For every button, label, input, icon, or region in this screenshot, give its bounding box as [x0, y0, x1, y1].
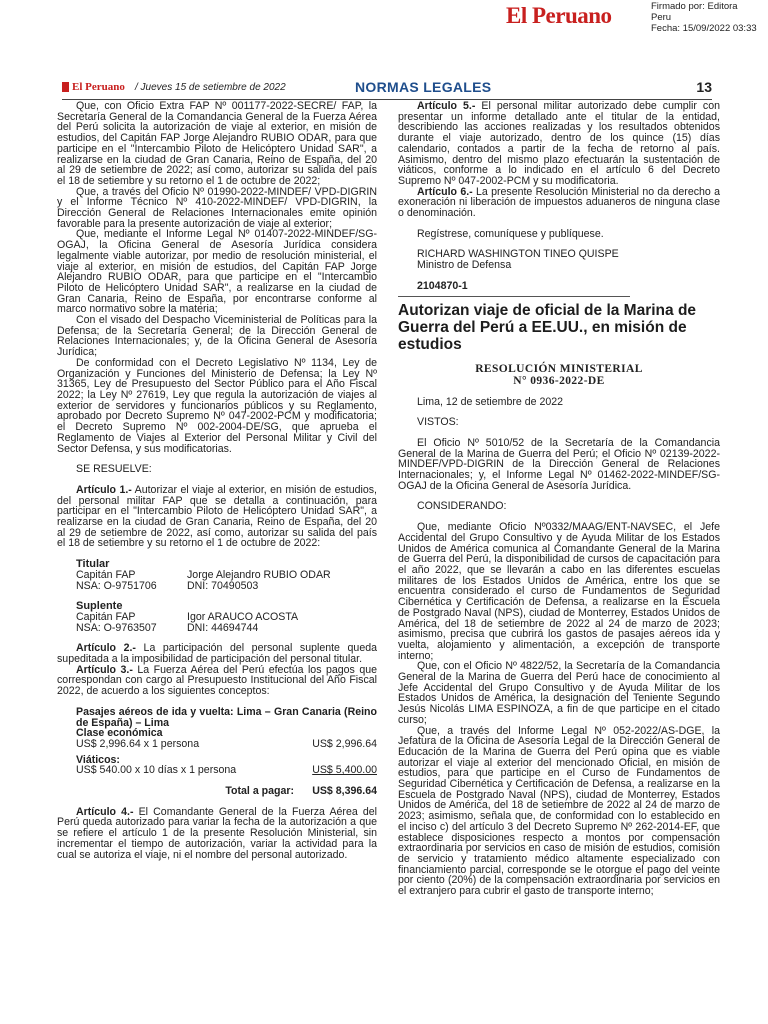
header-paper-name: El Peruano — [72, 81, 125, 93]
dni: DNI: 44694744 — [187, 621, 259, 634]
titular-rank-row — [57, 570, 377, 581]
article-1 — [57, 485, 377, 549]
article-2 — [57, 643, 377, 664]
right-column — [398, 101, 720, 897]
paragraph: Que, mediante Oficio Nº0332/MAAG/ENT-NAVSEC, el Jefe Accidental del Grupo Consultivo y de Ayuda Militar de los Estados Unidos de América comunica al Comandante General de la Marina de Guerra del Perú, la disponibilidad de cursos de capacitación para el año 2022, que se llevarán a cabo en las diferentes escuelas militares de los Estados Unidos de América, entre los que se encuentra considerado el curso de Fundamentos de Seguridad Cibernética y Certificación de Defensa, a realizarse en la Escuela de Postgrado Naval (NPS), ciudad de Monterrey, Estados Unidos de América, del 18 de setiembre de 2022 al 24 de marzo de 2023; asimismo, precisa que cubrirá los gastos de pasajes aéreos ida y vuelta, alojamiento y alimentación, a excepción de transporte interno; — [398, 521, 720, 662]
paragraph: Que, mediante el Informe Legal Nº 01407-2022-MINDEF/SG-OGAJ, la Oficina General de Asesoría Jurídica considera legalmente viable autorizar, por medio de resolución ministerial, el viaje al exterior, en misión de estudios, del Capitán FAP Jorge Alejandro RUBIO ODAR, para que participe en el "Intercambio Piloto de Helicóptero Unidad SAR", a realizarse en la ciudad de Gran Canaria, Reino de España, por encontrarse conforme al marco normativo sobre la materia; — [57, 228, 377, 316]
signature-line: Firmado por: Editora — [651, 1, 738, 12]
person-name: Jorge Alejandro RUBIO ODAR — [187, 568, 331, 581]
resolution-heading: RESOLUCIÓN MINISTERIAL — [475, 362, 643, 375]
nsa: NSA: O-9763507 — [76, 621, 157, 634]
nsa: NSA: O-9751706 — [76, 579, 157, 592]
viaticos-heading: Viáticos: — [76, 753, 120, 766]
paragraph: De conformidad con el Decreto Legislativo Nº 1134, Ley de Organización y Funciones del Ministerio de Defensa; la Ley Nº 31365, Ley de Presupuesto del Sector Público para el Año Fiscal 2022; la Ley Nº 27619, Ley que regula la autorización de viajes al exterior de servidores y funcionarios públicos y su Reglamento, aprobado por Decreto Supremo Nº 047-2002-PCM y modificatoria; el Decreto Supremo Nº 002-2004-DE/SG, que aprueba el Reglamento de Viajes al Exterior del Personal Militar y Civil del Sector Defensa, y sus modificatorias. — [57, 356, 377, 455]
digital-signature — [651, 1, 757, 34]
paragraph: Que, con Oficio Extra FAP Nº 001177-2022-SECRE/ FAP, la Secretaría General de la Comandancia General de la Fuerza Aérea del Perú solicita la autorización de viaje al exterior, en misión de estudios, del Capitán FAP Jorge Alejandro RUBIO ODAR, para que participe en el "Intercambio Piloto de Helicóptero Unidad SAR", a realizarse en la ciudad de Gran Canaria, Reino de España, del 20 al 29 de setiembre de 2022; así como, autorizar su salida del país el 18 de setiembre y su retorno el 1 de octubre de 2022; — [57, 100, 377, 187]
cost-amount: US$ 5,400.00 — [312, 764, 377, 777]
article-text: El Comandante General de la Fuerza Aérea del Perú queda autorizado para variar la fecha de la autorización a que se refiere el artículo 1 de la presente Resolución Ministerial, sin incrementar el tiempo de autorización, variar la actividad para la cual se autoriza el viaje, ni el nombre del personal autorizado. — [57, 805, 377, 861]
cost-amount: US$ 2,996.64 — [312, 737, 377, 750]
total-row — [76, 786, 377, 797]
header-date: / Jueves 15 de setiembre de 2022 — [135, 82, 286, 93]
article-title: Autorizan viaje de oficial de la Marina de Guerra del Perú a EE.UU., en misión de estudios — [398, 301, 697, 353]
article-text: El personal militar autorizado debe cumplir con presentar un informe detallado ante el titular de la entidad, describiendo las acciones realizadas y los resultados obtenidos durante el viaje autorizado, dentro de los quince (15) días calendario, contados a partir de la fecha de retorno al país. Asimismo, dentro del mismo plazo efectuarán la sustentación de viáticos, conforme a lo indicado en el artículo 6 del Decreto Supremo Nº 047-2002-PCM y su modificatoria. — [398, 100, 720, 187]
rank: Capitán FAP — [76, 610, 136, 623]
page-number: 13 — [696, 79, 712, 95]
article-5 — [398, 101, 720, 187]
article-label: Artículo 5.- — [417, 100, 476, 112]
article-6 — [398, 187, 720, 219]
resolution-number: N° 0936-2022-DE — [513, 374, 605, 387]
article-label: Artículo 2.- — [76, 642, 136, 655]
total-amount: US$ 8,396.64 — [312, 785, 377, 798]
cost-calc: US$ 540.00 x 10 días x 1 persona — [76, 764, 237, 777]
article-label: Artículo 1.- — [76, 483, 132, 496]
article-label: Artículo 3.- — [76, 663, 133, 676]
signer-title: Ministro de Defensa — [417, 259, 512, 272]
article-text: La participación del personal suplente queda supeditada a la imposibilidad de participación del personal titular. — [57, 642, 377, 666]
paragraph: El Oficio Nº 5010/52 de la Secretaría de la Comandancia General de la Marina de Guerra del Perú; el Oficio Nº 02139-2022-MINDEF/VPD-DIGRIN de la Dirección General de Relaciones Internacionales; y, el Informe Legal Nº 01462-2022-MINDEF/SG-OGAJ de la Oficina General de Asesoría Jurídica. — [398, 436, 720, 492]
clase-label: Clase económica — [76, 727, 163, 740]
article-text: La Fuerza Aérea del Perú efectúa los pagos que correspondan con cargo al Presupuesto Institucional del Año Fiscal 2022, de acuerdo a los siguientes conceptos: — [57, 663, 378, 698]
article-label: Artículo 6.- — [417, 185, 473, 198]
total-label: Total a pagar: — [225, 785, 295, 798]
dni: DNI: 70490503 — [187, 579, 259, 592]
cost-calc: US$ 2,996.64 x 1 persona — [76, 737, 200, 750]
suplente-id-row — [57, 623, 377, 634]
signature-line: Peru — [651, 12, 672, 23]
paragraph: Que, a través del Oficio Nº 01990-2022-MINDEF/ VPD-DIGRIN y el Informe Técnico Nº 410-2022-MINDEF/ VPD-DIGRIN, la Dirección General de Relaciones Internacionales emite opinión favorable para la presente autorización de viaje al exterior; — [57, 185, 377, 230]
paragraph: Que, a través del Informe Legal Nº 052-2022/AS-DGE, la Jefatura de la Oficina de Asesoría Legal de la Dirección General de Educación de la Marina de Guerra del Perú opina que es viable autorizar el viaje al exterior del mencionado Oficial, en misión de estudios, para que participe en el Curso de Fundamentos de Seguridad Cibernética y Certificación de Defensa, a realizarse en la Escuela de Postgrado Naval (NPS), ciudad de Monterrey, Estados Unidos de América, del 18 de setiembre de 2022 al 24 de marzo de 2023; asimismo, señala que, de conformidad con lo establecido en el inciso c) del artículo 3 del Decreto Supremo Nº 262-2014-EF, que establece disposiciones respecto a montos por compensación extraordinaria por servicios en caso de misión de estudios, comisión de servicio y tratamiento médico altamente especializado con financiamiento parcial, corresponde se le otorgue el pago del veinte por ciento (20%) de la compensación extraordinaria por servicios en el extranjero para cubrir el gasto de transporte interno; — [398, 724, 720, 898]
titular-heading: Titular — [76, 558, 110, 571]
article-text: La presente Resolución Ministerial no da derecho a exoneración ni liberación de impuestos aduaneros de ninguna clase o denominación. — [398, 185, 720, 220]
titular-id-row — [57, 581, 377, 592]
left-column — [57, 101, 377, 860]
vistos-heading: VISTOS: — [417, 416, 459, 429]
masthead-logo: El Peruano — [506, 3, 612, 28]
signer-name: RICHARD WASHINGTON TINEO QUISPE — [417, 248, 619, 261]
paragraph: Con el visado del Despacho Viceministerial de Políticas para la Defensa; de la Secretaría General; de la Dirección General de Relaciones Internacionales; y, de la Oficina General de Asesoría Jurídica; — [57, 314, 377, 359]
signature-line: Fecha: 15/09/2022 03:33 — [651, 23, 757, 34]
resolution-date: Lima, 12 de setiembre de 2022 — [417, 395, 564, 408]
se-resuelve: SE RESUELVE: — [76, 463, 152, 476]
article-label: Artículo 4.- — [76, 805, 134, 818]
pasaje-cost-row — [76, 739, 377, 750]
cost-table — [57, 707, 377, 797]
article-3 — [57, 665, 377, 697]
suplente-heading: Suplente — [76, 600, 123, 613]
rank: Capitán FAP — [76, 568, 136, 581]
page-header — [62, 80, 712, 100]
article-4 — [57, 807, 377, 861]
person-name: Igor ARAUCO ACOSTA — [187, 610, 299, 623]
viaticos-cost-row — [76, 765, 377, 776]
pasajes-heading: Pasajes aéreos de ida y vuelta: Lima – Gran Canaria (Reino de España) – Lima — [76, 705, 377, 729]
closing-formula: Regístrese, comuníquese y publíquese. — [417, 227, 604, 240]
header-section: NORMAS LEGALES — [355, 79, 492, 95]
publication-code: 2104870-1 — [417, 279, 468, 292]
article-text: Autorizar el viaje al exterior, en misión de estudios, del personal militar FAP que se detalla a continuación, para participar en el "Intercambio Piloto de Helicóptero Unidad SAR", a realizarse en la ciudad de Gran Canaria, Reino de España, del 20 al 29 de setiembre de 2022, así como, autorizar su salida del país el 18 de setiembre y su retorno el 1 de octubre de 2022: — [57, 483, 377, 550]
paragraph: Que, con el Oficio Nº 4822/52, la Secretaría de la Comandancia General de la Marina de Guerra del Perú hace de conocimiento al Jefe Accidental del Grupo Consultivo y de Ayuda Militar de los Estados Unidos de América, la designación del Teniente Segundo Jesús Nicolás LIMA ESPINOZA, a fin de que participe en el citado curso; — [398, 660, 720, 726]
considerando-heading: CONSIDERANDO: — [417, 500, 507, 513]
peru-flag-icon — [62, 82, 69, 92]
